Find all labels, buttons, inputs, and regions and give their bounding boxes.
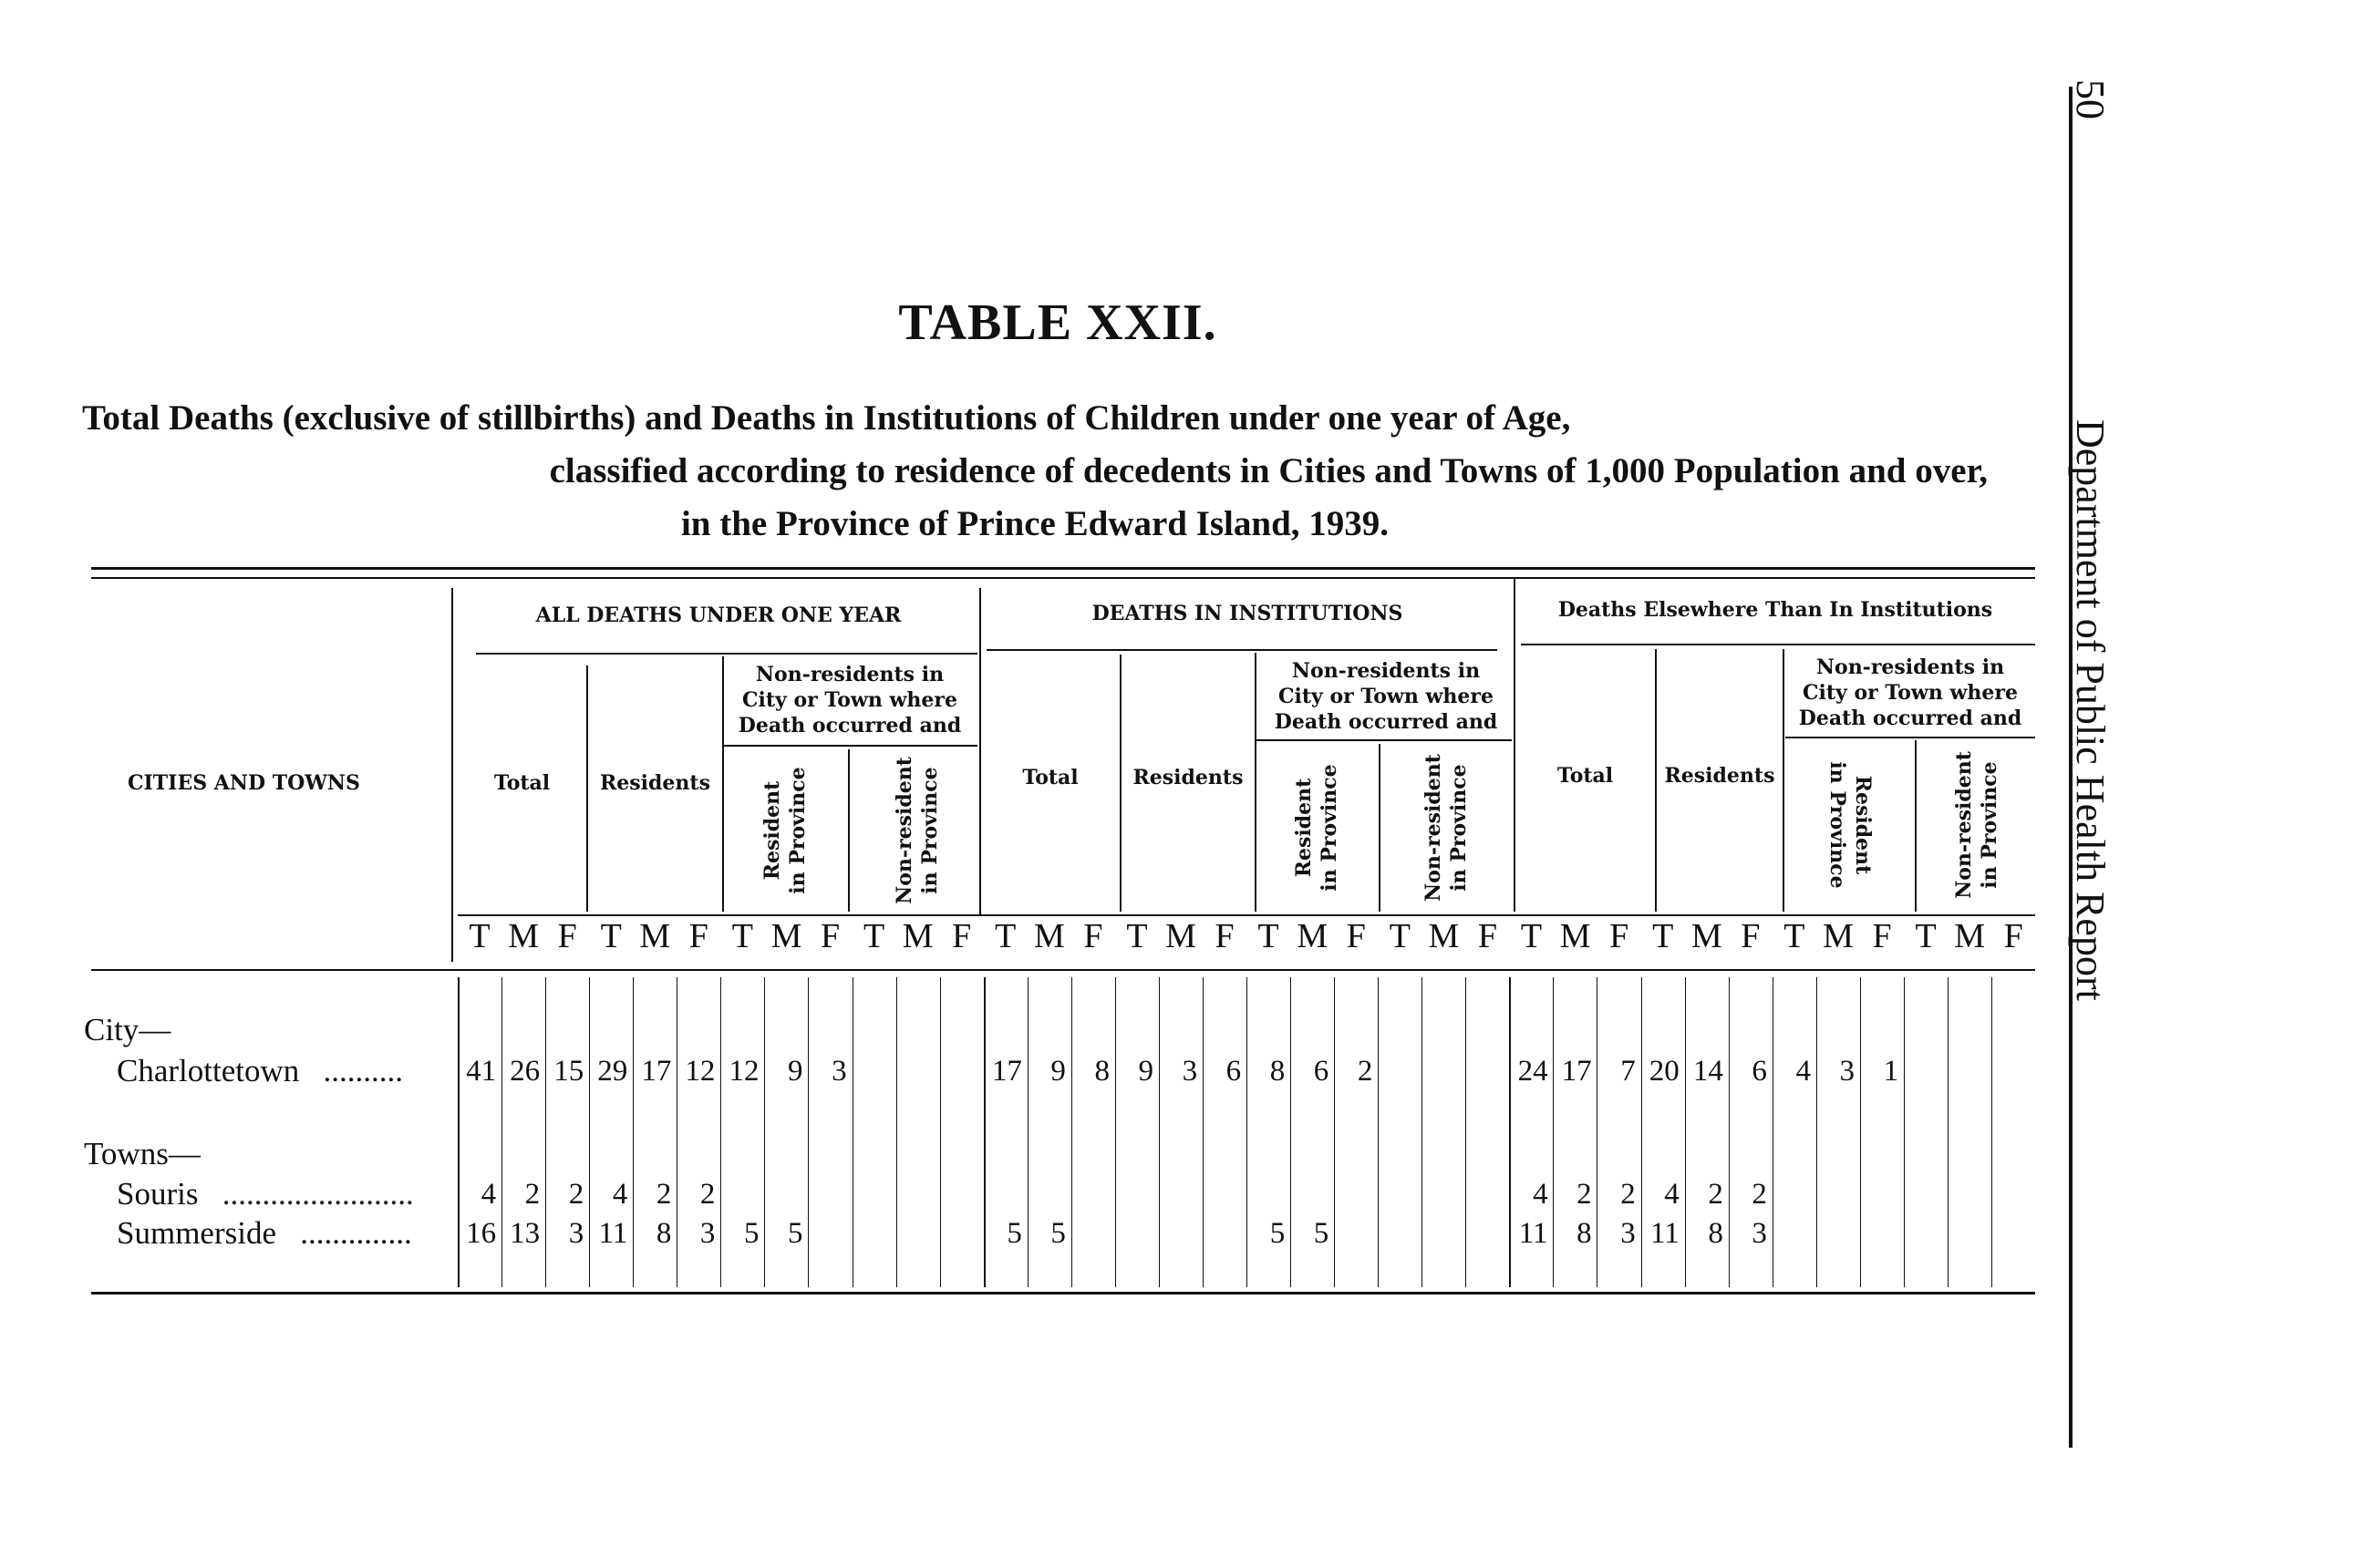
sex-letter: F: [1215, 917, 1235, 955]
table-cell: 7: [1620, 1055, 1636, 1088]
table-cell: 5: [1050, 1217, 1066, 1250]
table-cell: 2: [568, 1178, 584, 1211]
sex-letter: T: [1257, 917, 1279, 955]
table-cell: 2: [524, 1178, 541, 1211]
table-cell: 8: [1577, 1217, 1592, 1250]
column-total: Total: [1022, 766, 1079, 789]
table-cell: 16: [466, 1217, 497, 1250]
table-cell: [1159, 1211, 1203, 1256]
table-cell: [1115, 1211, 1159, 1256]
table-cell: [1773, 1211, 1816, 1256]
table-cell: [853, 1048, 896, 1094]
table-cell: [809, 1211, 853, 1256]
table-cell: 2: [656, 1178, 672, 1211]
table-cell: [1860, 1211, 1904, 1256]
stub-header: CITIES AND TOWNS: [128, 771, 360, 795]
nonresident-in-province-header: Non-resident in Province: [1421, 754, 1471, 902]
table-cell: 2: [699, 1178, 716, 1211]
sex-letter: F: [688, 917, 708, 955]
table-cell: 5: [1007, 1217, 1022, 1250]
row-label-souris: Souris ........................: [117, 1176, 414, 1212]
stub-rule: [451, 588, 453, 962]
table-cell: 5: [743, 1217, 760, 1250]
table-cell: 11: [1518, 1217, 1548, 1250]
sex-letter: T: [1520, 917, 1543, 955]
sex-letter: F: [820, 917, 841, 955]
table-cell: 3: [1752, 1217, 1767, 1250]
table-cell: [1421, 1211, 1465, 1256]
table-cell: 11: [598, 1217, 628, 1250]
table-cell: 15: [553, 1055, 584, 1088]
sex-letter: T: [469, 917, 491, 955]
column-residents: Residents: [1664, 764, 1775, 788]
table-title: TABLE XXII.: [898, 294, 1217, 351]
sex-letter: M: [1165, 917, 1196, 955]
table-cell: 2: [1620, 1178, 1636, 1211]
group-header-elsewhere: Deaths Elsewhere Than In Institutions: [1557, 598, 1993, 622]
table-cell: 4: [612, 1178, 628, 1211]
sex-letter: M: [1033, 917, 1065, 955]
header-col-rule: [1783, 649, 1784, 912]
caption-line-2: classified according to residence of decedents in Cities and Towns of 1,000 Population and over,: [549, 451, 1988, 490]
table-cell: [1378, 1048, 1421, 1094]
header-col-rule: [722, 656, 724, 912]
table-cell: 9: [1138, 1055, 1153, 1088]
sex-letter: F: [1083, 917, 1103, 955]
table-cell: 5: [788, 1217, 803, 1250]
table-cell: [1904, 1211, 1948, 1256]
resident-in-province-header: Resident in Province: [1292, 764, 1341, 892]
sex-letter: F: [1741, 917, 1761, 955]
sex-letter: M: [1297, 917, 1328, 955]
table-row: [458, 1048, 2035, 1094]
table-cell: [1816, 1211, 1860, 1256]
column-residents: Residents: [600, 771, 710, 795]
table-cell: 4: [1664, 1178, 1680, 1211]
sex-letter: M: [1954, 917, 1986, 955]
caption-line-1: Total Deaths (exclusive of stillbirths) and Deaths in Institutions of Children under one year of Age,: [82, 398, 1571, 438]
table-row: [458, 1211, 2035, 1256]
table-cell: 6: [1752, 1055, 1767, 1088]
column-total: Total: [1556, 764, 1614, 788]
group-header-institutions: DEATHS IN INSTITUTIONS: [1091, 602, 1403, 625]
sex-letter: T: [731, 917, 754, 955]
running-head: [2068, 77, 2150, 1126]
table-cell: 3: [1182, 1055, 1198, 1088]
sex-letter: F: [2003, 917, 2023, 955]
table-cell: [1203, 1211, 1246, 1256]
table-cell: 14: [1692, 1055, 1723, 1088]
table-cell: 20: [1649, 1055, 1680, 1088]
table-cell: [853, 1211, 896, 1256]
column-residents: Residents: [1132, 766, 1244, 789]
table-cell: 8: [656, 1217, 672, 1250]
header-bottom-rule: [91, 969, 2035, 971]
sex-letter: F: [1609, 917, 1629, 955]
table-cell: 26: [510, 1055, 541, 1088]
table-cell: 3: [1620, 1217, 1636, 1250]
table-cell: 4: [1795, 1055, 1811, 1088]
table-cell: [1948, 1048, 1991, 1094]
table-cell: 12: [685, 1055, 716, 1088]
top-rule: [91, 567, 2035, 570]
table-cell: 2: [1708, 1178, 1723, 1211]
table-cell: 6: [1313, 1055, 1329, 1088]
group-divider-2: [1514, 579, 1515, 912]
sex-letter: T: [1126, 917, 1148, 955]
table-cell: 12: [729, 1055, 760, 1088]
sex-letter: M: [902, 917, 934, 955]
towns-heading: Towns—: [84, 1136, 201, 1171]
table-cell: 1: [1883, 1055, 1899, 1088]
sex-letter: T: [600, 917, 622, 955]
sex-letter: M: [1823, 917, 1854, 955]
group-header-all-deaths: ALL DEATHS UNDER ONE YEAR: [535, 603, 902, 627]
table-cell: 3: [832, 1055, 847, 1088]
city-heading: City—: [84, 1012, 171, 1047]
table-cell: 9: [788, 1055, 803, 1088]
sex-letter: M: [1428, 917, 1460, 955]
table-cell: 6: [1225, 1055, 1242, 1088]
table-cell: 5: [1269, 1217, 1286, 1250]
resident-in-province-header: Resident in Province: [1825, 761, 1875, 889]
table-cell: 17: [1561, 1055, 1592, 1088]
sex-letter: M: [639, 917, 671, 955]
row-label-summerside: Summerside ..............: [117, 1215, 412, 1251]
caption-line-3: in the Province of Prince Edward Island, 1939.: [680, 504, 1390, 543]
table-cell: [940, 1211, 984, 1256]
table-cell: 29: [597, 1055, 628, 1088]
sex-letter: M: [1559, 917, 1591, 955]
sex-letter: T: [1915, 917, 1937, 955]
sex-letter: M: [508, 917, 539, 955]
table-cell: 2: [1577, 1178, 1592, 1211]
table-cell: 5: [1313, 1217, 1329, 1250]
nonresidents-header: Non-residents in City or Town where Death occurred and: [1798, 655, 2022, 730]
sex-letter: F: [952, 917, 972, 955]
table-cell: [1465, 1048, 1509, 1094]
sex-letter: T: [995, 917, 1017, 955]
table-cell: 3: [568, 1217, 584, 1250]
table-cell: 4: [481, 1178, 497, 1211]
table-cell: 13: [510, 1217, 541, 1250]
table-cell: 17: [641, 1055, 672, 1088]
table-cell: 2: [1752, 1178, 1767, 1211]
header-col-rule: [1255, 653, 1256, 912]
sex-letter: T: [1389, 917, 1411, 955]
sex-letter: F: [1346, 917, 1366, 955]
table-cell: [940, 1048, 984, 1094]
table-cell: 8: [1094, 1055, 1110, 1088]
sex-letter: M: [1690, 917, 1722, 955]
table-cell: [1991, 1211, 2035, 1256]
table-bottom-rule: [91, 1292, 2035, 1295]
department-title: Department of Public Health Report: [2068, 419, 2113, 1001]
group-divider-1: [979, 588, 981, 914]
column-total: Total: [493, 771, 551, 795]
nonresident-in-province-header: Non-resident in Province: [1952, 751, 2001, 899]
table-cell: 2: [1357, 1055, 1373, 1088]
row-label-charlottetown: Charlottetown ..........: [117, 1053, 403, 1088]
table-cell: [1071, 1211, 1115, 1256]
table-cell: [896, 1211, 940, 1256]
group-rule-3: [1521, 644, 2035, 645]
group-rule-1: [476, 653, 977, 655]
sex-letter: T: [1783, 917, 1805, 955]
sex-letter-row: [458, 916, 2035, 958]
table-cell: [1334, 1211, 1378, 1256]
group-rule-2: [987, 649, 1497, 651]
sex-letter: T: [1652, 917, 1674, 955]
header-col-rule: [1915, 740, 1917, 912]
table-cell: [1904, 1048, 1948, 1094]
sex-letter: F: [1477, 917, 1498, 955]
table-cell: 8: [1269, 1055, 1286, 1088]
nonresident-in-province-header: Non-resident in Province: [893, 757, 942, 904]
table-cell: [1991, 1048, 2035, 1094]
sex-letter: F: [557, 917, 577, 955]
table-cell: [1421, 1048, 1465, 1094]
table-cell: 17: [991, 1055, 1022, 1088]
header-col-rule: [1379, 744, 1380, 912]
table-caption: [82, 392, 2042, 551]
table-cell: 3: [1839, 1055, 1855, 1088]
header-col-rule: [848, 749, 850, 912]
table-cell: 9: [1050, 1055, 1066, 1088]
table-cell: 8: [1708, 1217, 1723, 1250]
sex-letter: T: [863, 917, 885, 955]
nonresidents-header: Non-residents in City or Town where Death occurred and: [1274, 659, 1498, 734]
top-rule-double: [91, 577, 2035, 579]
table-cell: [896, 1048, 940, 1094]
nonresidents-header: Non-residents in City or Town where Death occurred and: [738, 663, 962, 738]
sex-letter: F: [1872, 917, 1892, 955]
page-number: 50: [2068, 79, 2113, 119]
resident-in-province-header: Resident in Province: [760, 767, 810, 894]
sex-letter: M: [770, 917, 802, 955]
table-cell: 11: [1649, 1217, 1680, 1250]
table-cell: [1948, 1211, 1991, 1256]
table-cell: 3: [699, 1217, 716, 1250]
table-cell: 24: [1517, 1055, 1548, 1088]
table-cell: [1378, 1211, 1421, 1256]
table-cell: [1465, 1211, 1509, 1256]
table-cell: 4: [1533, 1178, 1548, 1211]
table-cell: 41: [466, 1055, 497, 1088]
